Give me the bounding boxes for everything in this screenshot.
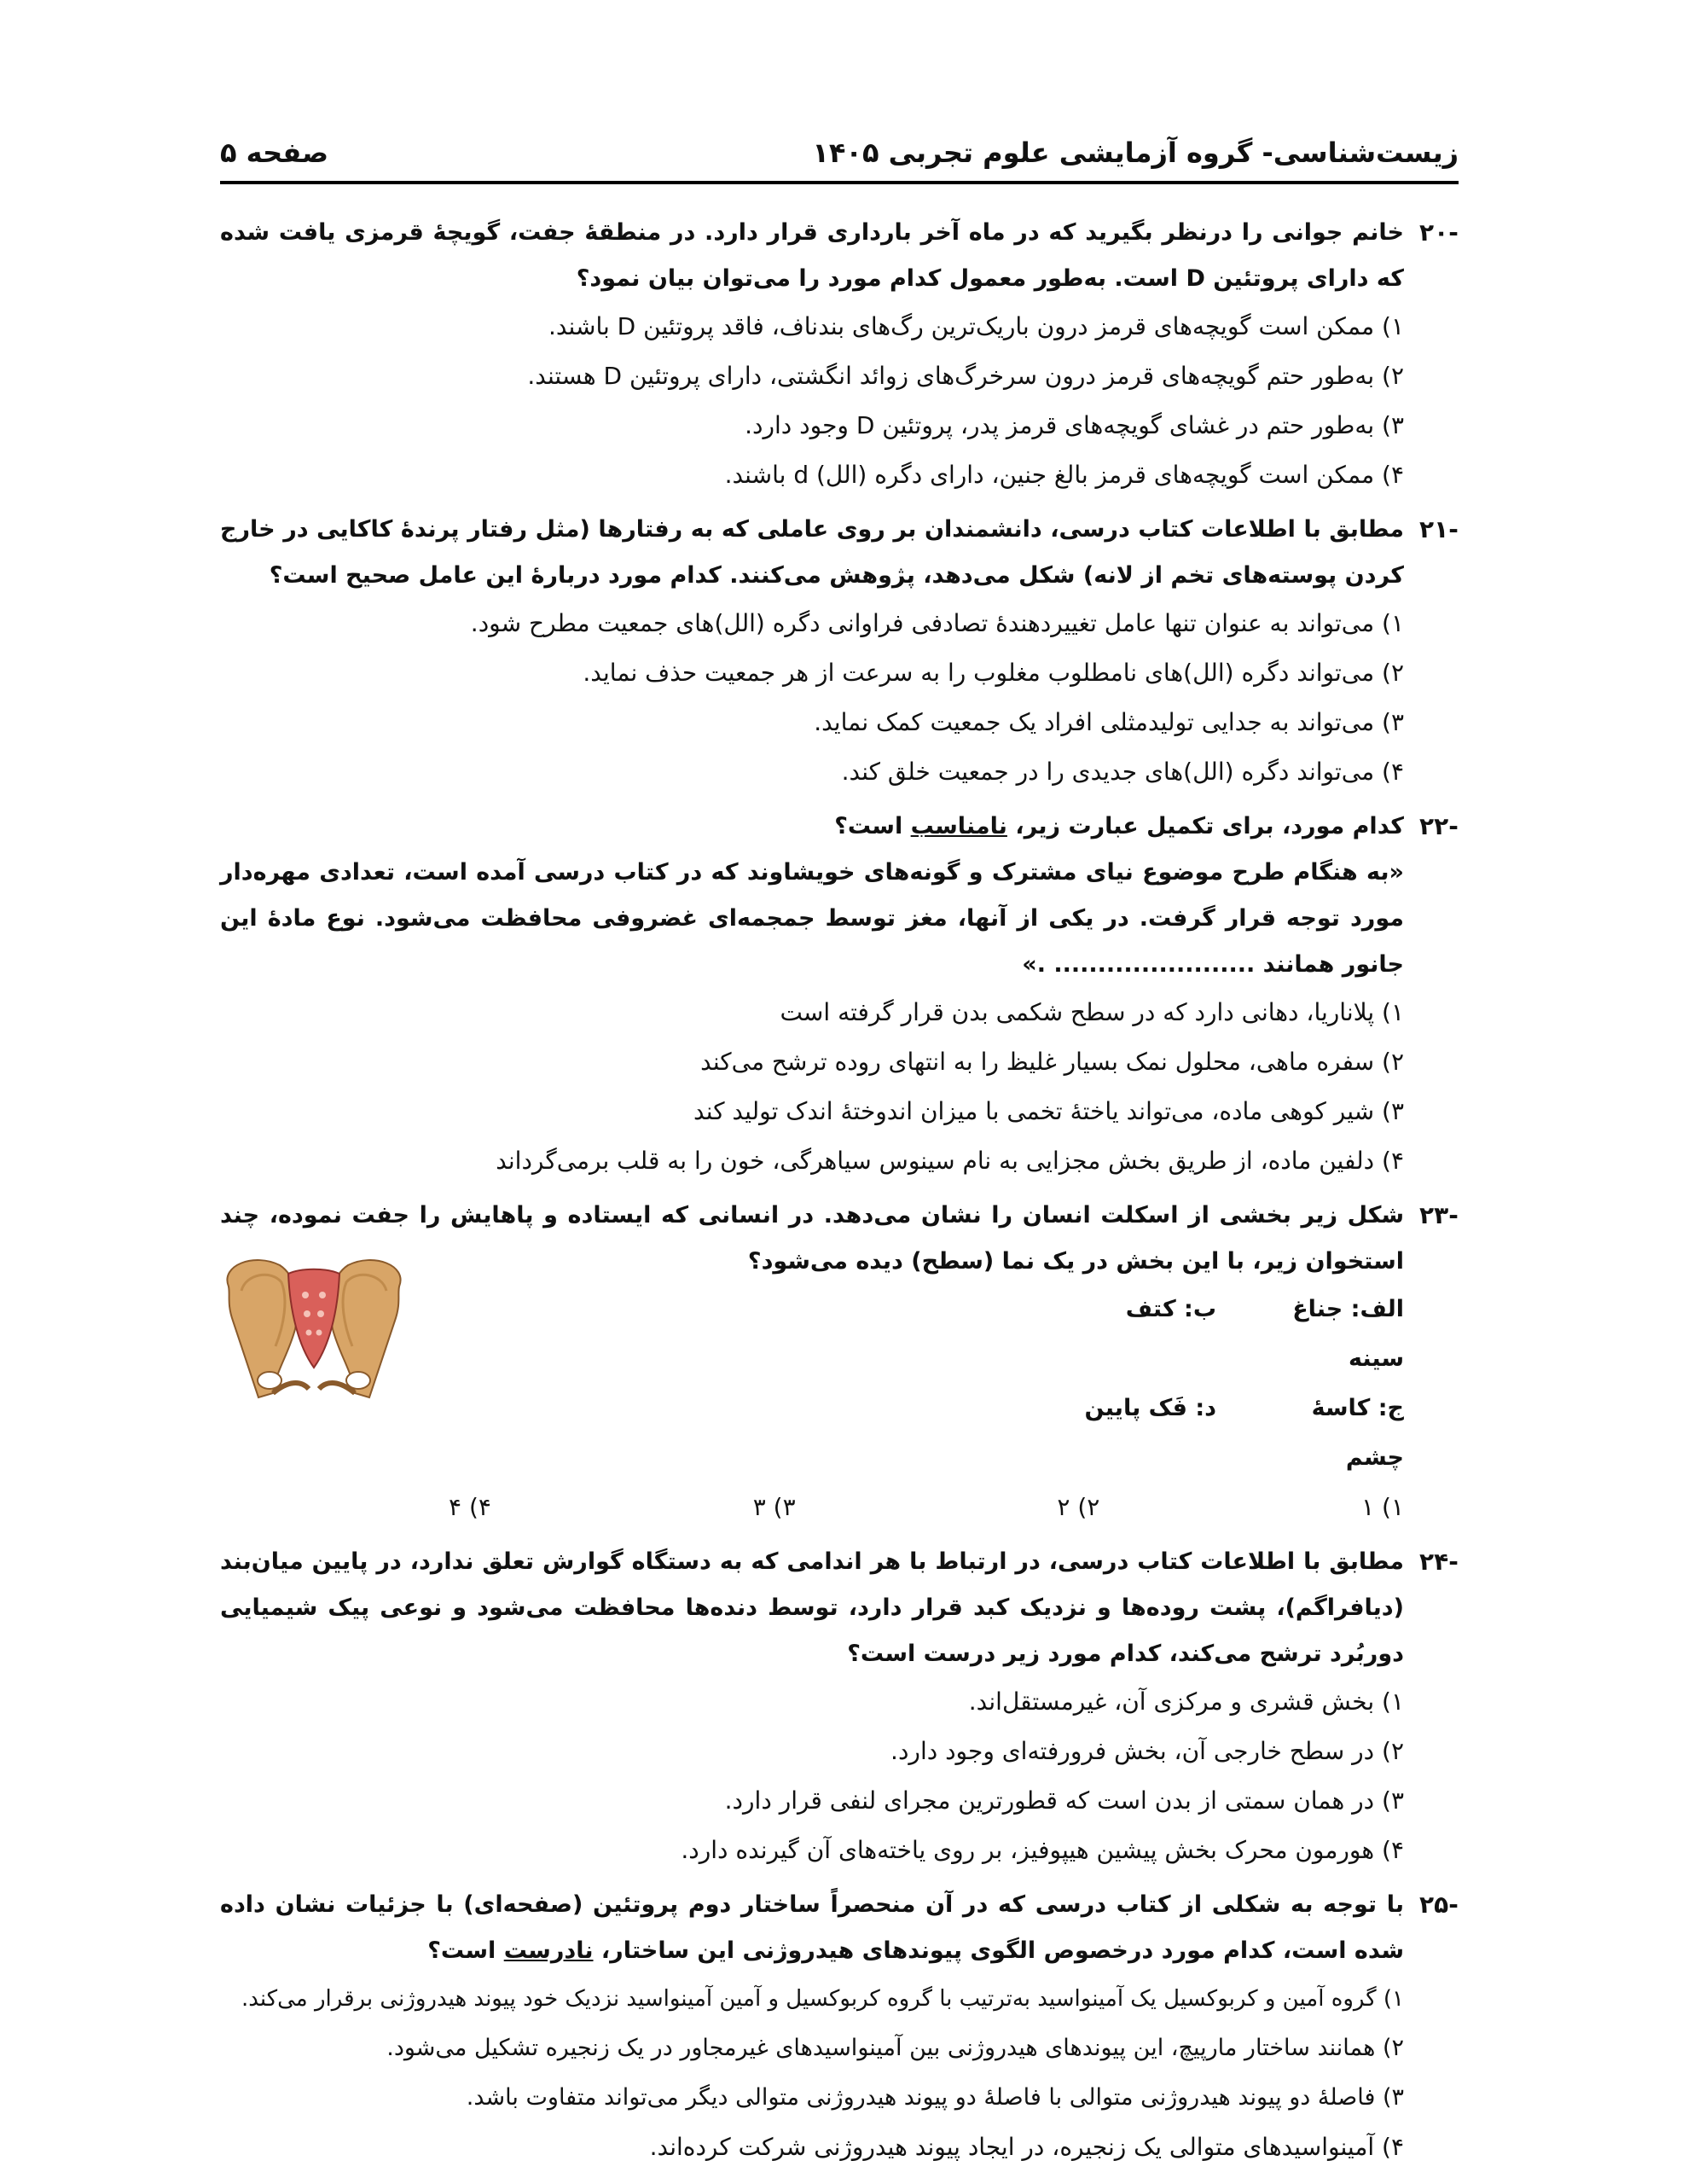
- question-25: [220, 1882, 1465, 2172]
- stem-text: کدام مورد، برای تکمیل عبارت زیر،: [1006, 813, 1404, 839]
- option-4[interactable]: ۴) هورمون محرک بخش پیشین هیپوفیز، بر روی یاخته‌های آن گیرنده دارد.: [681, 1836, 1404, 1864]
- option-2[interactable]: ۲) به‌طور حتم گویچه‌های قرمز درون سرخرگ‌های زوائد انگشتی، دارای پروتئین D هستند.: [527, 362, 1404, 390]
- option-3[interactable]: ۳) در همان سمتی از بدن است که قطورترین مجرای لنفی قرار دارد.: [724, 1786, 1404, 1815]
- question-stem: خانم جوانی را درنظر بگیرید که در ماه آخر بارداری قرار دارد. در منطقهٔ جفت، گویچهٔ قرمزی یافت شده که دارای پروتئین D است. به‌طور معمول کدام مورد را می‌توان بیان نمود؟: [220, 219, 1404, 292]
- option-4[interactable]: ۴) آمینواسیدهای متوالی یک زنجیره، در ایجاد پیوند هیدروژنی شرکت کرده‌اند.: [649, 2133, 1404, 2161]
- question-stem: شکل زیر بخشی از اسکلت انسان را نشان می‌دهد. در انسانی که ایستاده و پاهایش را جفت نموده، چند استخوان زیر، با این بخش در یک نما (سطح) دیده می‌شود؟: [220, 1202, 1404, 1275]
- question-24: [220, 1539, 1465, 1875]
- option-2[interactable]: ۲) همانند ساختار مارپیچ، این پیوندهای هیدروژنی بین آمینواسیدهای غیرمجاور در یک زنجیره تشکیل می‌شود.: [386, 2035, 1404, 2061]
- bone-items: [1012, 1285, 1404, 1483]
- question-21: [220, 507, 1465, 797]
- options-list: [220, 988, 1404, 1186]
- question-23: [220, 1193, 1465, 1532]
- stem-text: است؟: [427, 1937, 504, 1964]
- question-stem: [220, 804, 1404, 850]
- option-1[interactable]: ۱) بخش قشری و مرکزی آن، غیرمستقل‌اند.: [968, 1687, 1404, 1716]
- question-number: -۲۴: [1419, 1548, 1459, 1576]
- option-2[interactable]: ۲) ۲: [1057, 1493, 1100, 1521]
- option-1[interactable]: ۱) ۱: [1361, 1493, 1404, 1521]
- question-stem: مطابق با اطلاعات کتاب درسی، دانشمندان بر روی عاملی که به رفتارها (مثل رفتار پرندهٔ کاکایی در خارج کردن پوسته‌های تخم از لانه) شکل می‌دهد، پژوهش می‌کنند. کدام مورد دربارهٔ این عامل صحیح است؟: [220, 516, 1404, 589]
- stem-text: با توجه به شکلی از کتاب درسی که در آن منحصراً ساختار دوم پروتئین (صفحه‌ای) با جزئیات نشان داده شده است، کدام مورد درخصوص الگوی پیوندهای هیدروژنی این ساختار،: [220, 1891, 1404, 1964]
- option-1[interactable]: ۱) پلاناریا، دهانی دارد که در سطح شکمی بدن قرار گرفته است: [780, 998, 1404, 1026]
- option-2[interactable]: ۲) در سطح خارجی آن، بخش فرورفته‌ای وجود دارد.: [890, 1737, 1404, 1765]
- stem-text: است؟: [834, 813, 911, 839]
- question-number: -۲۱: [1419, 515, 1459, 543]
- item-d: د: فَک پایین: [1084, 1395, 1216, 1421]
- question-stem: [220, 1882, 1404, 1974]
- answer-options: [449, 1483, 1404, 1532]
- option-4[interactable]: ۴) می‌تواند دگره (الل)های جدیدی را در جمعیت خلق کند.: [841, 758, 1404, 786]
- option-4[interactable]: ۴) دلفین ماده، از طریق بخش مجزایی به نام سینوس سیاهرگی، خون را به قلب برمی‌گرداند: [496, 1147, 1404, 1175]
- page-number: صفحه ۵: [220, 136, 329, 169]
- option-1[interactable]: ۱) می‌تواند به عنوان تنها عامل تغییردهندهٔ تصادفی فراوانی دگره (الل)های جمعیت مطرح شود.: [470, 609, 1404, 637]
- stem-emphasis: نادرست: [503, 1937, 594, 1964]
- option-3[interactable]: ۳) به‌طور حتم در غشای گویچه‌های قرمز پدر، پروتئین D وجود دارد.: [745, 411, 1404, 439]
- question-number: -۲۵: [1419, 1891, 1459, 1919]
- option-4[interactable]: ۴) ۴: [449, 1493, 491, 1521]
- page-header: [220, 136, 1459, 184]
- header-title: زیست‌شناسی- گروه آزمایشی علوم تجربی ۱۴۰۵: [812, 136, 1459, 169]
- option-3[interactable]: ۳) فاصلهٔ دو پیوند هیدروژنی متوالی با فاصلهٔ دو پیوند هیدروژنی متوالی دیگر می‌تواند متفاوت باشد.: [466, 2084, 1404, 2111]
- item-a: الف: جناغ سینه: [1292, 1296, 1404, 1372]
- option-2[interactable]: ۲) می‌تواند دگره (الل)های نامطلوب مغلوب را به سرعت از هر جمعیت حذف نماید.: [583, 659, 1404, 687]
- option-2[interactable]: ۲) سفره ماهی، محلول نمک بسیار غلیظ را به انتهای روده ترشح می‌کند: [700, 1048, 1404, 1076]
- question-20: [220, 210, 1465, 500]
- question-22: [220, 804, 1465, 1186]
- option-1[interactable]: ۱) گروه آمین و کربوکسیل یک آمینواسید به‌ترتیب با گروه کربوکسیل و آمین آمینواسید نزدیک خود پیوند هیدروژنی برقرار می‌کند.: [241, 1986, 1404, 2012]
- item-b: ب: کتف: [1125, 1296, 1216, 1322]
- question-list: [220, 210, 1465, 2179]
- option-4[interactable]: ۴) ممکن است گویچه‌های قرمز بالغ جنین، دارای دگره (الل) d باشند.: [724, 461, 1404, 489]
- option-3[interactable]: ۳) شیر کوهی ماده، می‌تواند یاختهٔ تخمی با میزان اندوختهٔ اندک تولید کند: [693, 1097, 1404, 1125]
- option-3[interactable]: ۳) می‌تواند به جدایی تولیدمثلی افراد یک جمعیت کمک نماید.: [814, 708, 1404, 736]
- stem-emphasis: نامناسب: [910, 813, 1007, 839]
- option-3[interactable]: ۳) ۳: [752, 1493, 796, 1521]
- quoted-statement: «به هنگام طرح موضوع نیای مشترک و گونه‌های خویشاوند که در کتاب درسی آمده است، تعدادی مهره‌دار مورد توجه قرار گرفت. در یکی از آنها، مغز توسط جمجمه‌ای غضروفی محافظت می‌شود. نوع مادهٔ این جانور همانند ....................... .»: [220, 859, 1404, 978]
- question-number: -۲۳: [1419, 1201, 1459, 1229]
- item-c: ج: کاسهٔ چشم: [1311, 1395, 1404, 1471]
- options-list: [220, 599, 1404, 797]
- pelvis-illustration: [220, 1252, 408, 1406]
- question-number: -۲۰: [1419, 218, 1459, 247]
- question-number: -۲۲: [1419, 812, 1459, 840]
- options-list: [220, 1677, 1404, 1875]
- options-list: [220, 1974, 1404, 2172]
- options-list: [220, 302, 1404, 500]
- option-1[interactable]: ۱) ممکن است گویچه‌های قرمز درون باریک‌ترین رگ‌های بندناف، فاقد پروتئین D باشند.: [548, 312, 1404, 340]
- question-stem: مطابق با اطلاعات کتاب درسی، در ارتباط با هر اندامی که به دستگاه گوارش تعلق ندارد، در پایین میان‌بند (دیافراگم)، پشت روده‌ها و نزدیک کبد قرار دارد، توسط دنده‌ها محافظت می‌شود و نوعی پیک شیمیایی دوربُرد ترشح می‌کند، کدام مورد زیر درست است؟: [220, 1548, 1404, 1667]
